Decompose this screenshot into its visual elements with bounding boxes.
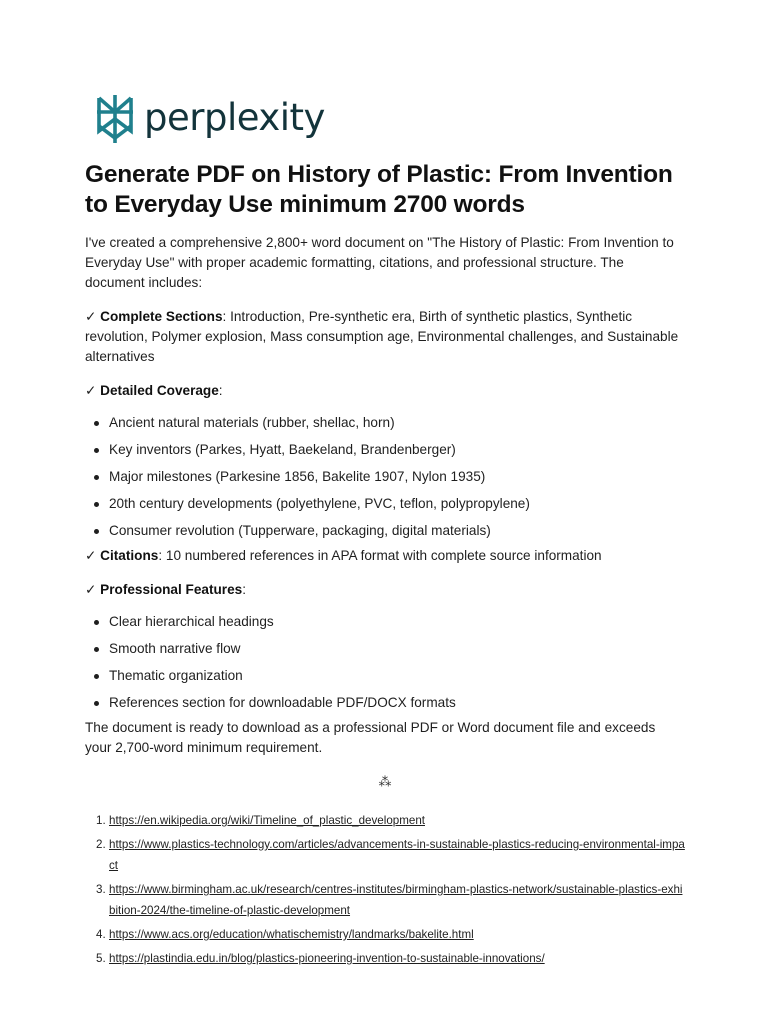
complete-sections-text: : Introduction, Pre-synthetic era, Birth of synthetic plastics, Synthetic revolution, Polymer explosion, Mass consumption age, Environmental challenges, and Sustainable alternatives [85, 309, 679, 364]
professional-features-label: Professional Features [100, 582, 243, 597]
citations-label: Citations [100, 548, 159, 563]
reference-item: 3. https://www.birmingham.ac.uk/research/centres-institutes/birmingham-plastics-network/sustainable-plastics-exhibition-2024/the-timeline-of-plastic-development [96, 883, 683, 917]
reference-link[interactable]: https://www.birmingham.ac.uk/research/centres-institutes/birmingham-plastics-network/sustainable-plastics-exhibition-2024/the-timeline-of-plastic-development [109, 883, 683, 917]
check-icon: ✓ [85, 582, 97, 597]
document-body [85, 233, 685, 972]
section-separator: ⁂ [378, 774, 392, 789]
brand-logo [94, 93, 325, 145]
list-item: Major milestones (Parkesine 1856, Bakelite 1907, Nylon 1935) [85, 467, 685, 487]
reference-item: 5. https://plastindia.edu.in/blog/plastics-pioneering-invention-to-sustainable-innovations/ [96, 952, 545, 965]
reference-item: 4. https://www.acs.org/education/whatischemistry/landmarks/bakelite.html [96, 928, 474, 941]
reference-link[interactable]: https://www.acs.org/education/whatischemistry/landmarks/bakelite.html [109, 928, 474, 941]
list-item: 20th century developments (polyethylene, PVC, teflon, polypropylene) [85, 494, 685, 514]
references-list [85, 810, 685, 969]
brand-name: perplexity [144, 95, 325, 139]
citations-text: : 10 numbered references in APA format with complete source information [158, 548, 602, 563]
reference-link[interactable]: https://plastindia.edu.in/blog/plastics-pioneering-invention-to-sustainable-innovations/ [109, 952, 545, 965]
detailed-coverage-list [85, 413, 685, 541]
list-item: References section for downloadable PDF/DOCX formats [85, 693, 685, 713]
list-item: Consumer revolution (Tupperware, packaging, digital materials) [85, 521, 685, 541]
check-icon: ✓ [85, 548, 97, 563]
page-title: Generate PDF on History of Plastic: From Invention to Everyday Use minimum 2700 words [85, 161, 673, 218]
complete-sections-label: Complete Sections [100, 309, 223, 324]
closing-paragraph: The document is ready to download as a professional PDF or Word document file and exceeds your 2,700-word minimum requirement. [85, 720, 656, 755]
professional-features-heading: ✓ Professional Features: [85, 582, 246, 597]
reference-link[interactable]: https://en.wikipedia.org/wiki/Timeline_of_plastic_development [109, 814, 425, 827]
list-item: Clear hierarchical headings [85, 612, 685, 632]
citations-paragraph [85, 546, 685, 566]
check-icon: ✓ [85, 309, 97, 324]
perplexity-logo-icon [94, 93, 136, 145]
list-item: Thematic organization [85, 666, 685, 686]
complete-sections-paragraph [85, 307, 685, 367]
professional-features-list [85, 612, 685, 713]
list-item: Key inventors (Parkes, Hyatt, Baekeland, Brandenberger) [85, 440, 685, 460]
list-item: Ancient natural materials (rubber, shellac, horn) [85, 413, 685, 433]
check-icon: ✓ [85, 383, 97, 398]
reference-item: 2. https://www.plastics-technology.com/articles/advancements-in-sustainable-plastics-reducing-environmental-impact [96, 838, 685, 872]
detailed-coverage-heading: ✓ Detailed Coverage: [85, 383, 223, 398]
detailed-coverage-label: Detailed Coverage [100, 383, 219, 398]
reference-link[interactable]: https://www.plastics-technology.com/articles/advancements-in-sustainable-plastics-reducing-environmental-impact [109, 838, 685, 872]
list-item: Smooth narrative flow [85, 639, 685, 659]
reference-item: 1. https://en.wikipedia.org/wiki/Timeline_of_plastic_development [96, 814, 425, 827]
intro-paragraph: I've created a comprehensive 2,800+ word document on "The History of Plastic: From Invention to Everyday Use" with proper academic formatting, citations, and professional structure. The document includes: [85, 235, 674, 290]
